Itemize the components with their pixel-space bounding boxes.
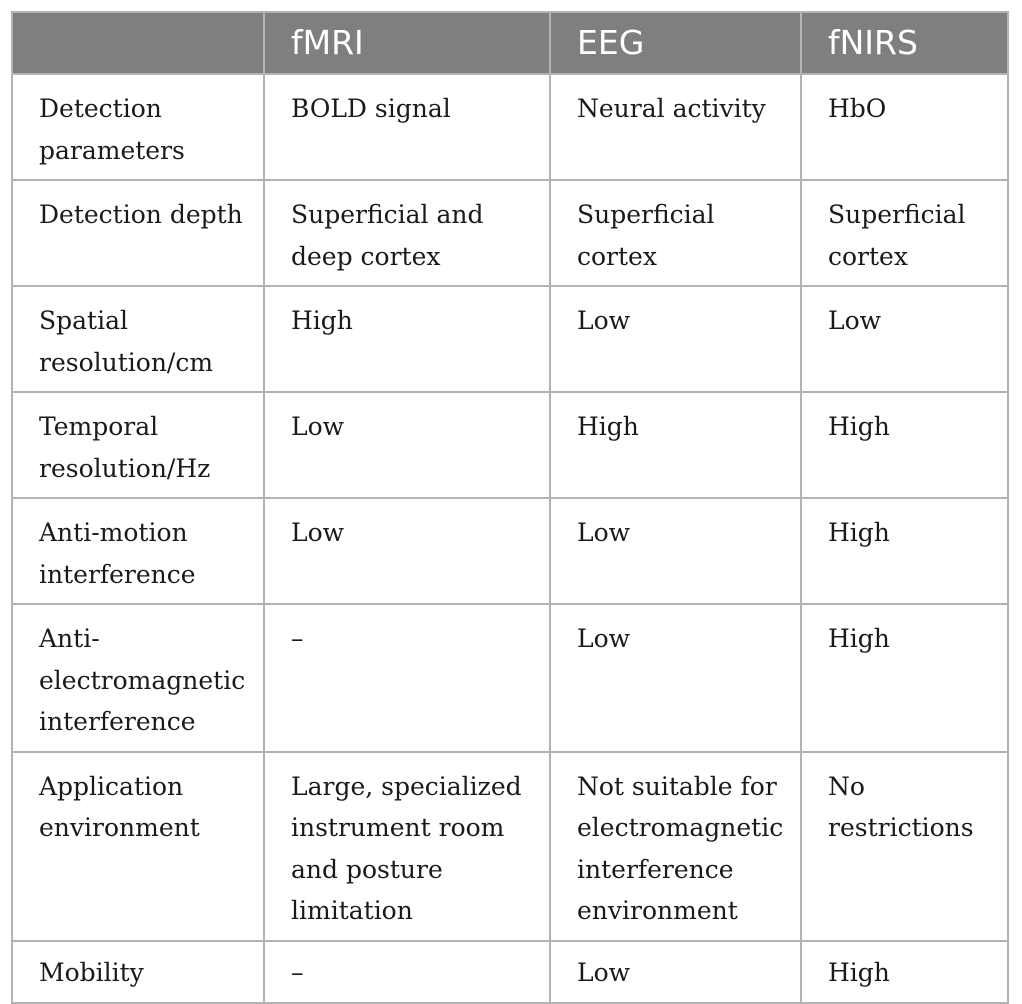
row-label-cell: Detection depth [12, 180, 264, 286]
header-cell-fmri: fMRI [264, 12, 550, 74]
fmri-cell: – [264, 941, 550, 1003]
fmri-cell: Superficial and deep cortex [264, 180, 550, 286]
fnirs-cell: High [801, 392, 1008, 498]
fnirs-cell: HbO [801, 74, 1008, 180]
row-label-cell: Anti-motion interference [12, 498, 264, 604]
row-label-cell: Mobility [12, 941, 264, 1003]
eeg-cell: Neural activity [550, 74, 801, 180]
fmri-cell: Large, specialized instrument room and posture limitation [264, 752, 550, 941]
eeg-cell: Superficial cortex [550, 180, 801, 286]
row-label-cell: Anti-electromagnetic interference [12, 604, 264, 752]
table-row [12, 752, 1008, 941]
comparison-table [11, 11, 1009, 1004]
eeg-cell: Low [550, 286, 801, 392]
eeg-cell: Low [550, 604, 801, 752]
fmri-cell: Low [264, 392, 550, 498]
fmri-cell: High [264, 286, 550, 392]
table-row [12, 498, 1008, 604]
table-row [12, 286, 1008, 392]
row-label-cell: Detection parameters [12, 74, 264, 180]
row-label-cell: Application environment [12, 752, 264, 941]
fnirs-cell: Superficial cortex [801, 180, 1008, 286]
row-label-cell: Spatial resolution/cm [12, 286, 264, 392]
fmri-cell: Low [264, 498, 550, 604]
fnirs-cell: No restrictions [801, 752, 1008, 941]
eeg-cell: Not suitable for electromagnetic interference environment [550, 752, 801, 941]
table-row [12, 941, 1008, 1003]
eeg-cell: High [550, 392, 801, 498]
header-cell-eeg: EEG [550, 12, 801, 74]
fnirs-cell: Low [801, 286, 1008, 392]
table-row [12, 392, 1008, 498]
table-row [12, 604, 1008, 752]
header-cell-fnirs: fNIRS [801, 12, 1008, 74]
fmri-cell: – [264, 604, 550, 752]
fnirs-cell: High [801, 498, 1008, 604]
table-row [12, 180, 1008, 286]
fmri-cell: BOLD signal [264, 74, 550, 180]
fnirs-cell: High [801, 941, 1008, 1003]
table-row [12, 74, 1008, 180]
header-cell-empty [12, 12, 264, 74]
eeg-cell: Low [550, 498, 801, 604]
header-row [12, 12, 1008, 74]
eeg-cell: Low [550, 941, 801, 1003]
fnirs-cell: High [801, 604, 1008, 752]
row-label-cell: Temporal resolution/Hz [12, 392, 264, 498]
